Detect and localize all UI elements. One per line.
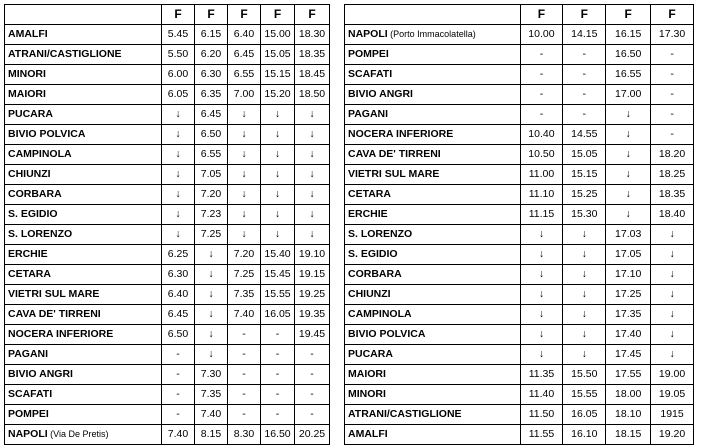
outbound-time-cell: - — [261, 345, 295, 365]
outbound-stop-name: MINORI — [5, 65, 162, 85]
return-stop-name: NOCERA INFERIORE — [345, 125, 521, 145]
return-time-cell: ↓ — [520, 225, 563, 245]
return-stop-name: VIETRI SUL MARE — [345, 165, 521, 185]
table-row — [345, 185, 694, 205]
outbound-time-cell: 15.40 — [261, 245, 295, 265]
return-time-cell: - — [651, 85, 694, 105]
return-time-cell: 10.40 — [520, 125, 563, 145]
return-time-cell: 16.50 — [606, 45, 651, 65]
table-row — [345, 45, 694, 65]
return-time-cell: 15.50 — [563, 365, 606, 385]
return-time-cell: ↓ — [651, 345, 694, 365]
table-row — [345, 425, 694, 445]
outbound-time-cell: - — [162, 385, 195, 405]
outbound-time-cell: ↓ — [295, 225, 330, 245]
table-row — [5, 225, 330, 245]
return-col-header-3: F — [606, 5, 651, 25]
return-time-cell: - — [563, 45, 606, 65]
outbound-time-cell: - — [228, 365, 261, 385]
return-time-cell: 15.30 — [563, 205, 606, 225]
outbound-time-cell: - — [228, 325, 261, 345]
outbound-stop-name: CAMPINOLA — [5, 145, 162, 165]
outbound-time-cell: 19.35 — [295, 305, 330, 325]
return-time-cell: ↓ — [651, 305, 694, 325]
outbound-stop-header — [5, 5, 162, 25]
return-time-cell: 10.00 — [520, 25, 563, 45]
return-col-header-1: F — [520, 5, 563, 25]
outbound-time-cell: ↓ — [162, 225, 195, 245]
outbound-time-cell: ↓ — [295, 205, 330, 225]
outbound-time-cell: 15.20 — [261, 85, 295, 105]
table-row — [5, 125, 330, 145]
outbound-time-cell: 19.10 — [295, 245, 330, 265]
outbound-time-cell: - — [261, 365, 295, 385]
outbound-stop-name: S. EGIDIO — [5, 205, 162, 225]
outbound-time-cell: 6.40 — [228, 25, 261, 45]
outbound-timetable — [4, 4, 330, 445]
return-time-cell: 17.35 — [606, 305, 651, 325]
table-row — [345, 125, 694, 145]
outbound-time-cell: - — [295, 405, 330, 425]
outbound-time-cell: - — [261, 325, 295, 345]
return-stop-name: AMALFI — [345, 425, 521, 445]
return-time-cell: 18.20 — [651, 145, 694, 165]
return-stop-name: PUCARA — [345, 345, 521, 365]
outbound-stop-name: CORBARA — [5, 185, 162, 205]
return-stop-name: CORBARA — [345, 265, 521, 285]
outbound-time-cell: ↓ — [195, 305, 228, 325]
return-stop-name: BIVIO POLVICA — [345, 325, 521, 345]
outbound-stop-name: BIVIO POLVICA — [5, 125, 162, 145]
outbound-time-cell: ↓ — [162, 145, 195, 165]
return-time-cell: 10.50 — [520, 145, 563, 165]
return-time-cell: 18.40 — [651, 205, 694, 225]
return-time-cell: ↓ — [651, 245, 694, 265]
outbound-col-header-4: F — [261, 5, 295, 25]
outbound-time-cell: 6.30 — [162, 265, 195, 285]
outbound-time-cell: 15.05 — [261, 45, 295, 65]
outbound-time-cell: 15.45 — [261, 265, 295, 285]
return-stop-name: POMPEI — [345, 45, 521, 65]
outbound-time-cell: ↓ — [228, 165, 261, 185]
outbound-time-cell: 7.20 — [228, 245, 261, 265]
table-row — [5, 165, 330, 185]
outbound-stop-name: CHIUNZI — [5, 165, 162, 185]
return-time-cell: ↓ — [651, 325, 694, 345]
return-time-cell: ↓ — [520, 285, 563, 305]
outbound-time-cell: 6.15 — [195, 25, 228, 45]
return-stop-name: MINORI — [345, 385, 521, 405]
table-row — [5, 345, 330, 365]
return-time-cell: - — [651, 65, 694, 85]
outbound-time-cell: ↓ — [195, 265, 228, 285]
outbound-time-cell: 7.00 — [228, 85, 261, 105]
outbound-time-cell: ↓ — [228, 225, 261, 245]
return-col-header-4: F — [651, 5, 694, 25]
return-time-cell: ↓ — [651, 285, 694, 305]
return-time-cell: - — [563, 85, 606, 105]
outbound-time-cell: - — [295, 385, 330, 405]
return-time-cell: 17.45 — [606, 345, 651, 365]
return-time-cell: 19.05 — [651, 385, 694, 405]
table-row — [5, 185, 330, 205]
return-stop-name: CETARA — [345, 185, 521, 205]
return-time-cell: ↓ — [520, 325, 563, 345]
return-time-cell: ↓ — [606, 185, 651, 205]
return-time-cell: ↓ — [606, 145, 651, 165]
outbound-time-cell: 18.50 — [295, 85, 330, 105]
return-time-cell: - — [651, 125, 694, 145]
outbound-stop-name: ERCHIE — [5, 245, 162, 265]
outbound-time-cell: 7.23 — [195, 205, 228, 225]
table-row — [5, 205, 330, 225]
return-stop-name: BIVIO ANGRI — [345, 85, 521, 105]
outbound-time-cell: 16.50 — [261, 425, 295, 445]
return-time-cell: 14.15 — [563, 25, 606, 45]
return-time-cell: - — [651, 45, 694, 65]
outbound-time-cell: 7.05 — [195, 165, 228, 185]
outbound-time-cell: 6.50 — [162, 325, 195, 345]
outbound-time-cell: 15.55 — [261, 285, 295, 305]
outbound-time-cell: 8.30 — [228, 425, 261, 445]
table-row — [5, 105, 330, 125]
return-time-cell: ↓ — [563, 245, 606, 265]
outbound-header-row — [5, 5, 330, 25]
return-time-cell: ↓ — [651, 225, 694, 245]
return-stop-header — [345, 5, 521, 25]
return-stop-name: ERCHIE — [345, 205, 521, 225]
return-timetable — [344, 4, 694, 445]
outbound-time-cell: 7.35 — [228, 285, 261, 305]
return-time-cell: ↓ — [563, 325, 606, 345]
outbound-time-cell: 5.50 — [162, 45, 195, 65]
return-time-cell: 17.55 — [606, 365, 651, 385]
return-time-cell: 17.00 — [606, 85, 651, 105]
outbound-time-cell: 19.25 — [295, 285, 330, 305]
return-time-cell: 15.55 — [563, 385, 606, 405]
table-row — [345, 285, 694, 305]
outbound-time-cell: ↓ — [195, 285, 228, 305]
outbound-time-cell: ↓ — [228, 205, 261, 225]
outbound-time-cell: ↓ — [228, 105, 261, 125]
return-time-cell: ↓ — [563, 345, 606, 365]
return-time-cell: 17.10 — [606, 265, 651, 285]
return-stop-name: CHIUNZI — [345, 285, 521, 305]
outbound-time-cell: 6.45 — [195, 105, 228, 125]
outbound-col-header-1: F — [162, 5, 195, 25]
outbound-time-cell: 6.25 — [162, 245, 195, 265]
table-row — [345, 345, 694, 365]
outbound-time-cell: 7.25 — [195, 225, 228, 245]
return-stop-name: PAGANI — [345, 105, 521, 125]
return-time-cell: 16.10 — [563, 425, 606, 445]
outbound-time-cell: - — [162, 405, 195, 425]
return-time-cell: 11.40 — [520, 385, 563, 405]
return-time-cell: ↓ — [606, 205, 651, 225]
return-time-cell: 15.15 — [563, 165, 606, 185]
table-row — [5, 385, 330, 405]
outbound-time-cell: ↓ — [261, 205, 295, 225]
outbound-time-cell: ↓ — [195, 325, 228, 345]
return-time-cell: ↓ — [520, 265, 563, 285]
return-stop-name: SCAFATI — [345, 65, 521, 85]
outbound-time-cell: 18.35 — [295, 45, 330, 65]
outbound-time-cell: 6.00 — [162, 65, 195, 85]
table-row — [345, 25, 694, 45]
table-row — [5, 145, 330, 165]
return-stop-name: S. EGIDIO — [345, 245, 521, 265]
outbound-stop-name: S. LORENZO — [5, 225, 162, 245]
return-time-cell: 17.05 — [606, 245, 651, 265]
outbound-time-cell: 18.45 — [295, 65, 330, 85]
outbound-time-cell: 7.20 — [195, 185, 228, 205]
return-time-cell: - — [563, 65, 606, 85]
return-time-cell: - — [520, 65, 563, 85]
return-time-cell: 17.25 — [606, 285, 651, 305]
return-time-cell: 11.55 — [520, 425, 563, 445]
table-row — [345, 85, 694, 105]
outbound-stop-name: AMALFI — [5, 25, 162, 45]
outbound-time-cell: 7.30 — [195, 365, 228, 385]
outbound-time-cell: ↓ — [162, 105, 195, 125]
outbound-time-cell: 16.05 — [261, 305, 295, 325]
return-time-cell: ↓ — [606, 125, 651, 145]
outbound-time-cell: 7.40 — [228, 305, 261, 325]
return-time-cell: 1915 — [651, 405, 694, 425]
outbound-time-cell: ↓ — [162, 125, 195, 145]
outbound-time-cell: - — [295, 345, 330, 365]
return-time-cell: 16.55 — [606, 65, 651, 85]
outbound-stop-name: PAGANI — [5, 345, 162, 365]
return-time-cell: 16.05 — [563, 405, 606, 425]
return-time-cell: 11.35 — [520, 365, 563, 385]
return-time-cell: 17.03 — [606, 225, 651, 245]
outbound-time-cell: ↓ — [261, 145, 295, 165]
return-time-cell: 14.55 — [563, 125, 606, 145]
table-row — [345, 65, 694, 85]
outbound-col-header-3: F — [228, 5, 261, 25]
table-row — [5, 285, 330, 305]
return-time-cell: - — [520, 105, 563, 125]
outbound-time-cell: 6.55 — [228, 65, 261, 85]
outbound-time-cell: - — [261, 385, 295, 405]
outbound-stop-name: POMPEI — [5, 405, 162, 425]
return-stop-name: NAPOLI (Porto Immacolatella) — [345, 25, 521, 45]
outbound-time-cell: 6.55 — [195, 145, 228, 165]
outbound-time-cell: ↓ — [261, 165, 295, 185]
table-row — [5, 45, 330, 65]
return-time-cell: 18.25 — [651, 165, 694, 185]
outbound-time-cell: - — [228, 385, 261, 405]
table-row — [5, 365, 330, 385]
outbound-time-cell: 6.45 — [162, 305, 195, 325]
return-time-cell: 18.00 — [606, 385, 651, 405]
outbound-time-cell: ↓ — [162, 205, 195, 225]
return-time-cell: 18.35 — [651, 185, 694, 205]
outbound-time-cell: - — [295, 365, 330, 385]
outbound-stop-name: PUCARA — [5, 105, 162, 125]
outbound-time-cell: ↓ — [295, 185, 330, 205]
outbound-time-cell: ↓ — [261, 125, 295, 145]
table-row — [5, 65, 330, 85]
outbound-time-cell: ↓ — [295, 125, 330, 145]
return-time-cell: - — [651, 105, 694, 125]
outbound-time-cell: 6.35 — [195, 85, 228, 105]
outbound-time-cell: - — [162, 365, 195, 385]
outbound-time-cell: 6.05 — [162, 85, 195, 105]
outbound-stop-name: MAIORI — [5, 85, 162, 105]
return-time-cell: ↓ — [520, 305, 563, 325]
table-row — [5, 245, 330, 265]
table-row — [345, 405, 694, 425]
return-time-cell: ↓ — [563, 265, 606, 285]
outbound-time-cell: 19.45 — [295, 325, 330, 345]
outbound-time-cell: ↓ — [195, 345, 228, 365]
return-stop-name: MAIORI — [345, 365, 521, 385]
outbound-time-cell: ↓ — [195, 245, 228, 265]
return-time-cell: - — [520, 85, 563, 105]
outbound-stop-name: ATRANI/CASTIGLIONE — [5, 45, 162, 65]
table-row — [5, 265, 330, 285]
table-row — [5, 425, 330, 445]
outbound-time-cell: ↓ — [228, 185, 261, 205]
return-stop-name: ATRANI/CASTIGLIONE — [345, 405, 521, 425]
outbound-stop-name: NOCERA INFERIORE — [5, 325, 162, 345]
outbound-stop-name: CAVA DE' TIRRENI — [5, 305, 162, 325]
outbound-time-cell: 18.30 — [295, 25, 330, 45]
return-time-cell: ↓ — [520, 345, 563, 365]
return-time-cell: ↓ — [520, 245, 563, 265]
outbound-time-cell: 7.35 — [195, 385, 228, 405]
return-col-header-2: F — [563, 5, 606, 25]
return-time-cell: ↓ — [563, 225, 606, 245]
table-row — [5, 85, 330, 105]
outbound-stop-name: CETARA — [5, 265, 162, 285]
table-row — [345, 385, 694, 405]
outbound-time-cell: ↓ — [162, 185, 195, 205]
return-time-cell: 11.15 — [520, 205, 563, 225]
return-stop-name: S. LORENZO — [345, 225, 521, 245]
table-row — [345, 265, 694, 285]
return-stop-name: CAMPINOLA — [345, 305, 521, 325]
outbound-time-cell: ↓ — [295, 105, 330, 125]
outbound-time-cell: - — [261, 405, 295, 425]
return-time-cell: 11.50 — [520, 405, 563, 425]
outbound-stop-name: NAPOLI (Via De Pretis) — [5, 425, 162, 445]
outbound-time-cell: 20.25 — [295, 425, 330, 445]
table-row — [345, 105, 694, 125]
return-time-cell: ↓ — [606, 165, 651, 185]
return-header-row — [345, 5, 694, 25]
outbound-time-cell: - — [228, 405, 261, 425]
return-time-cell: 18.15 — [606, 425, 651, 445]
outbound-time-cell: 6.40 — [162, 285, 195, 305]
return-time-cell: 17.30 — [651, 25, 694, 45]
outbound-time-cell: 15.00 — [261, 25, 295, 45]
outbound-time-cell: ↓ — [162, 165, 195, 185]
outbound-time-cell: 7.40 — [195, 405, 228, 425]
return-time-cell: 16.15 — [606, 25, 651, 45]
outbound-col-header-2: F — [195, 5, 228, 25]
return-time-cell: ↓ — [563, 305, 606, 325]
outbound-col-header-5: F — [295, 5, 330, 25]
table-row — [345, 325, 694, 345]
table-row — [5, 405, 330, 425]
return-time-cell: 15.05 — [563, 145, 606, 165]
return-time-cell: - — [520, 45, 563, 65]
return-time-cell: - — [563, 105, 606, 125]
table-row — [345, 225, 694, 245]
table-row — [345, 365, 694, 385]
outbound-time-cell: 19.15 — [295, 265, 330, 285]
outbound-time-cell: 6.45 — [228, 45, 261, 65]
table-row — [345, 165, 694, 185]
outbound-time-cell: 8.15 — [195, 425, 228, 445]
outbound-time-cell: - — [162, 345, 195, 365]
outbound-time-cell: ↓ — [261, 185, 295, 205]
return-time-cell: 17.40 — [606, 325, 651, 345]
outbound-time-cell: 6.20 — [195, 45, 228, 65]
outbound-time-cell: ↓ — [295, 165, 330, 185]
return-time-cell: 11.00 — [520, 165, 563, 185]
return-time-cell: ↓ — [563, 285, 606, 305]
return-time-cell: ↓ — [651, 265, 694, 285]
return-stop-name: CAVA DE' TIRRENI — [345, 145, 521, 165]
outbound-time-cell: ↓ — [261, 105, 295, 125]
return-time-cell: 18.10 — [606, 405, 651, 425]
return-time-cell: 19.20 — [651, 425, 694, 445]
table-row — [5, 25, 330, 45]
outbound-stop-name: BIVIO ANGRI — [5, 365, 162, 385]
outbound-stop-name: SCAFATI — [5, 385, 162, 405]
outbound-stop-name: VIETRI SUL MARE — [5, 285, 162, 305]
table-row — [5, 305, 330, 325]
outbound-time-cell: 6.50 — [195, 125, 228, 145]
return-time-cell: 11.10 — [520, 185, 563, 205]
table-row — [345, 145, 694, 165]
return-time-cell: ↓ — [606, 105, 651, 125]
return-time-cell: 15.25 — [563, 185, 606, 205]
outbound-time-cell: 6.30 — [195, 65, 228, 85]
outbound-time-cell: ↓ — [228, 125, 261, 145]
table-row — [5, 325, 330, 345]
outbound-time-cell: - — [228, 345, 261, 365]
outbound-time-cell: ↓ — [228, 145, 261, 165]
table-row — [345, 245, 694, 265]
table-row — [345, 305, 694, 325]
outbound-time-cell: 7.25 — [228, 265, 261, 285]
outbound-time-cell: ↓ — [261, 225, 295, 245]
outbound-time-cell: 15.15 — [261, 65, 295, 85]
return-time-cell: 19.00 — [651, 365, 694, 385]
outbound-time-cell: ↓ — [295, 145, 330, 165]
outbound-time-cell: 7.40 — [162, 425, 195, 445]
table-row — [345, 205, 694, 225]
outbound-time-cell: 5.45 — [162, 25, 195, 45]
